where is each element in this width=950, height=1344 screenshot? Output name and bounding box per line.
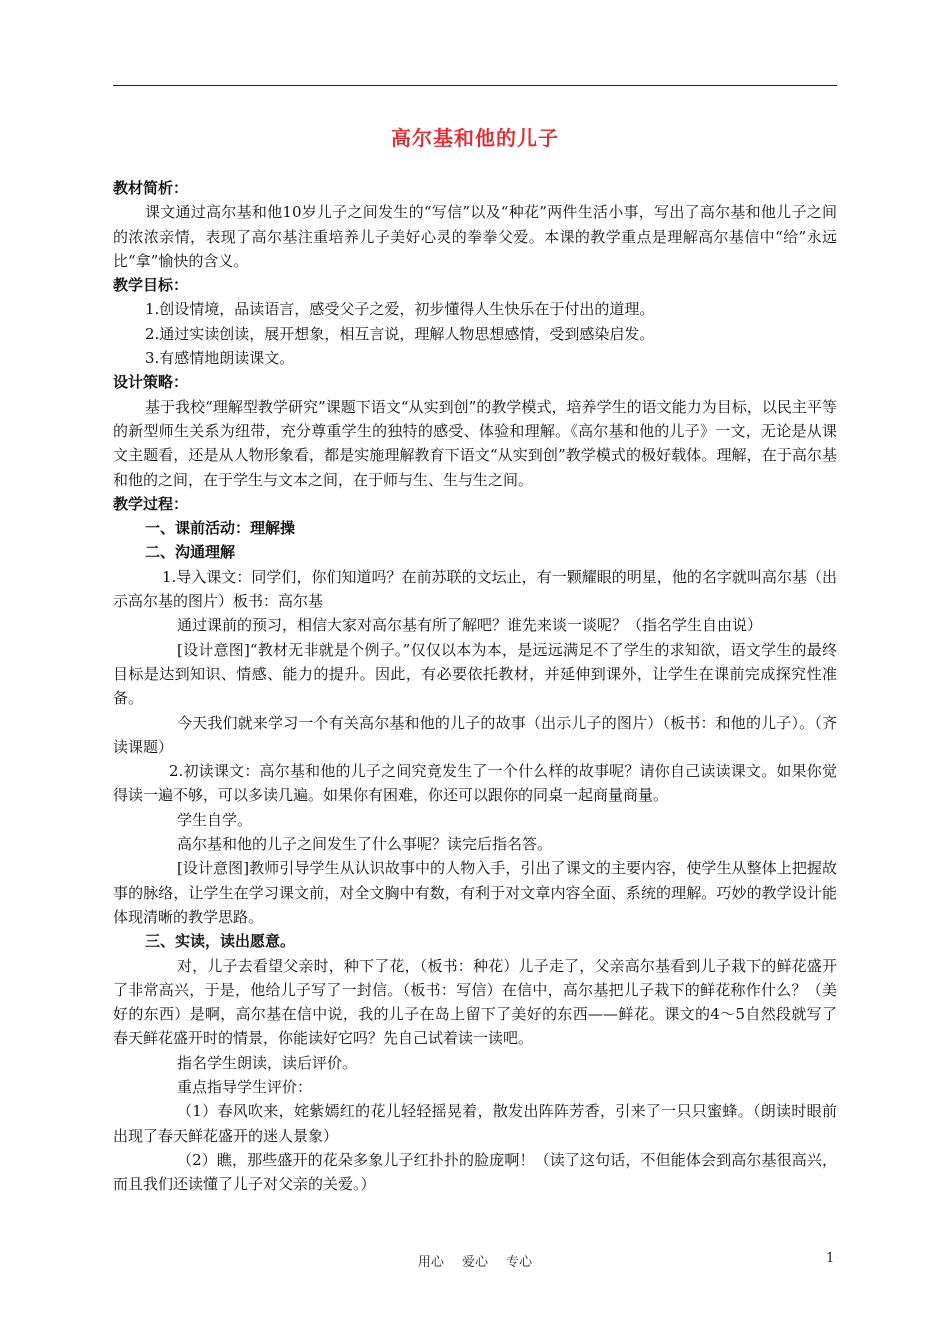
paragraph: 2.初读课文：高尔基和他的儿子之间究竟发生了一个什么样的故事呢？请你自己读读课文。如果你觉得读一遍不够，可以多读几遍。如果你有困难，你还可以跟你的同桌一起商量商量。 — [113, 762, 837, 805]
paragraph: 课文通过高尔基和他10岁儿子之间发生的“写信”以及“种花”两件生活小事，写出了高尔基和他儿子之间的浓浓亲情，表现了高尔基注重培养儿子美好心灵的拳拳父爱。本课的教学重点是理解高尔基信中“给”永远比“拿”愉快的含义。 — [113, 203, 837, 270]
paragraph: （2）瞧，那些盛开的花朵多象儿子红扑扑的脸庞啊！（读了这句话，不但能体会到高尔基很高兴，而且我们还读懂了儿子对父亲的关爱。） — [113, 1150, 837, 1194]
paragraph: [设计意图]教师引导学生从认识故事中的人物入手，引出了课文的主要内容，使学生从整体上把握故事的脉络，让学生在学习课文前，对全文胸中有数，有利于对文章内容全面、系统的理解。巧妙的教学设计能体现清晰的教学思路。 — [113, 859, 837, 926]
paragraph: 重点指导学生评价： — [177, 1077, 313, 1096]
paragraph: 二、沟通理解 — [145, 543, 236, 562]
paragraph: 基于我校“理解型教学研究”课题下语文“从实到创”的教学模式，培养学生的语文能力为目标，以民主平等的新型师生关系为纽带，充分尊重学生的独特的感受、体验和理解。《高尔基和他的儿子》一文，无论是从课文主题看，还是从人物形象看，都是实施理解教育下语文“从实到创”教学模式的极好载体。理解，在于高尔基和他的之间，在于学生与文本之间，在于师与生、生与生之间。 — [113, 397, 837, 489]
section-heading: 设计策略： — [113, 373, 189, 392]
section-heading: 教材简析： — [113, 179, 189, 197]
header-rule — [113, 85, 837, 86]
paragraph: [设计意图]“教材无非就是个例子。”仅仅以本为本，是远远满足不了学生的求知欲，语文学生的最终目标是达到知识、情感、能力的提升。因此，有必要依托教材，并延伸到课外，让学生在课前完成探究性准备。 — [113, 640, 837, 708]
page-number: 1 — [826, 1251, 835, 1266]
paragraph: 1.创设情境，品读语言，感受父子之爱，初步懂得人生快乐在于付出的道理。 — [145, 300, 655, 319]
section-heading: 教学目标： — [113, 276, 189, 295]
section-heading: 教学过程： — [113, 494, 189, 513]
paragraph: 3.有感情地朗读课文。 — [145, 349, 295, 368]
paragraph: 1.导入课文：同学们，你们知道吗？在前苏联的文坛止，有一颗耀眼的明星，他的名字就叫高尔基（出示高尔基的图片）板书：高尔基 — [113, 567, 837, 611]
paragraph: 今天我们就来学习一个有关高尔基和他的儿子的故事（出示儿子的图片）（板书：和他的儿子）。（齐读课题） — [113, 713, 837, 756]
paragraph: 一、课前活动：理解操 — [145, 519, 296, 538]
paragraph: 2.通过实读创读，展开想象，相互言说，理解人物思想感情，受到感染启发。 — [145, 324, 655, 343]
paragraph: 指名学生朗读，读后评价。 — [177, 1053, 358, 1072]
page-footer: 用心 爱心 专心 — [417, 1255, 533, 1270]
paragraph: 学生自学。 — [177, 810, 253, 829]
paragraph: 对，儿子去看望父亲时，种下了花，（板书：种花）儿子走了，父亲高尔基看到儿子栽下的鲜花盛开了非常高兴，于是，他给儿子写了一封信。（板书：写信）在信中，高尔基把儿子栽下的鲜花称作什么？（美好的东西）是啊，高尔基在信中说，我的儿子在岛上留下了美好的东西——鲜花。课文的4～5自然段就写了春天鲜花盛开时的情景，你能读好它吗？先自己试着读一读吧。 — [113, 956, 837, 1048]
paragraph: （1）春风吹来，姹紫嫣红的花儿轻轻摇晃着，散发出阵阵芳香，引来了一只只蜜蜂。（朗读时眼前出现了春天鲜花盛开的迷人景象） — [113, 1102, 837, 1145]
paragraph: 三、实读，读出愿意。 — [145, 932, 296, 951]
document-body — [113, 176, 837, 1196]
paragraph: 通过课前的预习，相信大家对高尔基有所了解吧？谁先来谈一谈呢？（指名学生自由说） — [177, 616, 763, 635]
document-title: 高尔基和他的儿子 — [391, 126, 559, 150]
paragraph: 高尔基和他的儿子之间发生了什么事呢？读完后指名答。 — [177, 835, 553, 854]
